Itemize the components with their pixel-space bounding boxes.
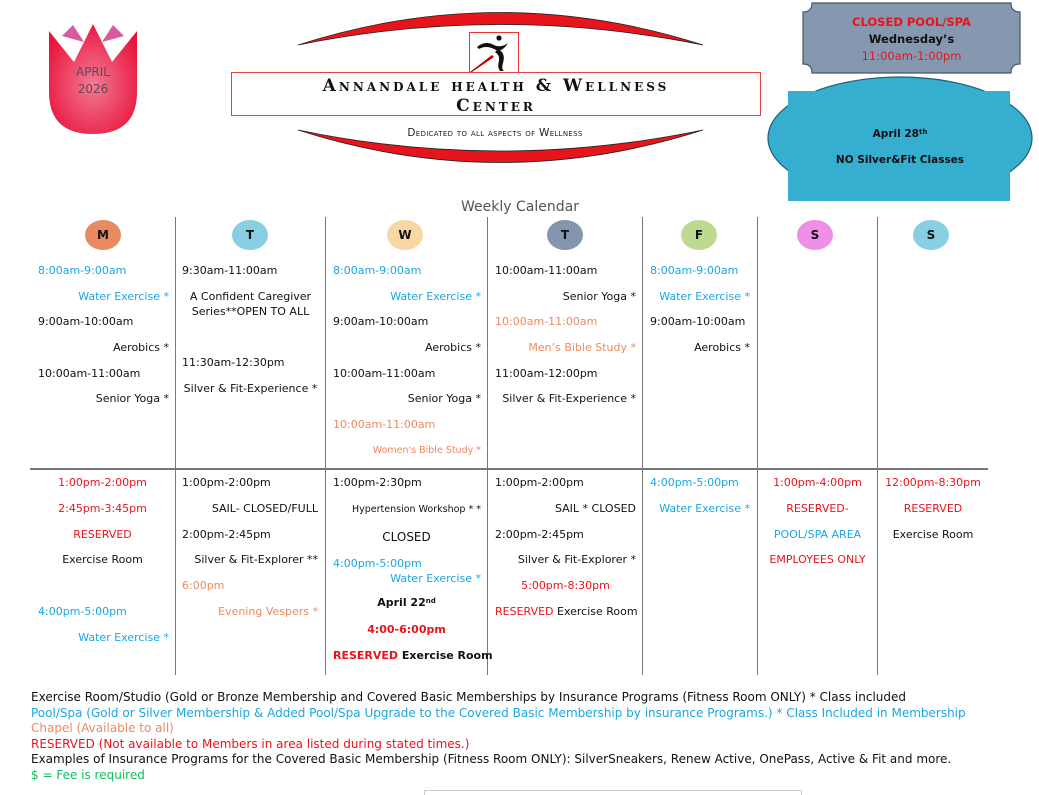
event-time: 10:00am-11:00am bbox=[38, 367, 141, 380]
logo-icon-box bbox=[469, 32, 519, 73]
event-time: 1:00pm-2:00pm bbox=[495, 476, 584, 489]
event-time: 10:00am-11:00am bbox=[495, 315, 598, 328]
day-sunday: S bbox=[913, 220, 949, 250]
event-name: Senior Yoga * bbox=[407, 392, 481, 405]
event-name: Series**OPEN TO ALL bbox=[191, 305, 310, 318]
event-name: Aerobics * bbox=[425, 341, 481, 354]
running-figure-icon bbox=[470, 33, 518, 72]
column-divider bbox=[487, 217, 488, 675]
event-time: 12:00pm-8:30pm bbox=[885, 476, 981, 489]
legend-chapel: Chapel (Available to all) bbox=[31, 721, 174, 736]
reserved-room: RESERVED Exercise Room bbox=[495, 605, 638, 618]
center-title bbox=[231, 72, 761, 116]
reserved-label: RESERVED bbox=[903, 502, 963, 515]
event-name: SAIL- CLOSED/FULL bbox=[211, 502, 318, 515]
employees-only-label: EMPLOYEES ONLY bbox=[769, 553, 866, 566]
title-line-1: Annandale health & Wellness bbox=[322, 76, 670, 96]
tagline: Dedicated to all aspects of Wellness bbox=[407, 127, 583, 139]
reserved-room: RESERVED Exercise Room bbox=[333, 649, 493, 662]
room-label: Exercise Room bbox=[892, 528, 974, 541]
event-name: Hypertension Workshop * * bbox=[352, 504, 481, 515]
event-name: SAIL * CLOSED bbox=[554, 502, 636, 515]
silver-notice-date: April 28th bbox=[872, 128, 928, 140]
event-time: 9:00am-10:00am bbox=[38, 315, 134, 328]
silver-notice-message: NO Silver&Fit Classes bbox=[835, 154, 965, 166]
area-label: POOL/SPA AREA bbox=[773, 528, 862, 541]
weekly-calendar-title: Weekly Calendar bbox=[461, 199, 579, 215]
event-name: Water Exercise * bbox=[78, 631, 169, 644]
legend-pool: Pool/Spa (Gold or Silver Membership & Added Pool/Spa Upgrade to the Covered Basic Membership by insurance Programs.) * Class Included in Membership bbox=[31, 705, 966, 720]
event-name: Water Exercise * bbox=[390, 572, 481, 585]
pool-notice-title: CLOSED POOL/SPA bbox=[852, 15, 971, 29]
am-pm-divider bbox=[30, 468, 988, 470]
legend-fee: $ = Fee is required bbox=[31, 767, 145, 782]
event-time: 9:30am-11:00am bbox=[182, 264, 278, 277]
event-name: Men’s Bible Study * bbox=[528, 341, 636, 354]
event-time: 8:00am-9:00am bbox=[650, 264, 739, 277]
month-badge bbox=[46, 22, 140, 136]
badge-month: APRIL bbox=[75, 65, 110, 79]
pool-closed-notice bbox=[802, 2, 1021, 74]
silver-fit-notice bbox=[766, 75, 1034, 201]
column-divider bbox=[642, 217, 643, 675]
day-wednesday: W bbox=[387, 220, 423, 250]
event-time: 2:00pm-2:45pm bbox=[182, 528, 271, 541]
legend bbox=[31, 690, 1031, 784]
event-time: 1:00pm-4:00pm bbox=[773, 476, 862, 489]
event-time: 4:00pm-5:00pm bbox=[333, 557, 422, 570]
event-time: 1:00pm-2:30pm bbox=[333, 476, 422, 489]
event-time: 1:00pm-2:00pm bbox=[58, 476, 147, 489]
day-monday: M bbox=[85, 220, 121, 250]
event-time: 5:00pm-8:30pm bbox=[521, 579, 610, 592]
legend-reserved: RESERVED (Not available to Members in area listed during stated times.) bbox=[31, 736, 470, 751]
event-time: 4:00-6:00pm bbox=[367, 623, 446, 636]
event-name: Water Exercise * bbox=[78, 290, 169, 303]
event-name: Silver & Fit-Explorer ** bbox=[194, 553, 318, 566]
day-tuesday: T bbox=[232, 220, 268, 250]
pool-notice-time: 11:00am-1:00pm bbox=[861, 49, 962, 63]
event-name: Water Exercise * bbox=[659, 290, 750, 303]
reserved-label: RESERVED- bbox=[786, 502, 849, 515]
event-name: Silver & Fit-Explorer * bbox=[517, 553, 636, 566]
column-divider bbox=[877, 217, 878, 675]
event-time: 11:30am-12:30pm bbox=[182, 356, 285, 369]
event-name: Women's Bible Study * bbox=[372, 445, 481, 456]
weekly-calendar bbox=[30, 215, 988, 675]
day-saturday: S bbox=[797, 220, 833, 250]
event-name: A Confident Caregiver bbox=[189, 290, 312, 303]
event-name: Silver & Fit-Experience * bbox=[502, 392, 636, 405]
event-time: 2:00pm-2:45pm bbox=[495, 528, 584, 541]
legend-exercise: Exercise Room/Studio (Gold or Bronze Membership and Covered Basic Memberships by Insurance Programs (Fitness Room ONLY) * Class included bbox=[31, 690, 906, 704]
event-name: Water Exercise * bbox=[390, 290, 481, 303]
event-time: 10:00am-11:00am bbox=[333, 367, 436, 380]
column-divider bbox=[757, 217, 758, 675]
reserved-label: RESERVED bbox=[73, 528, 132, 541]
event-time: 4:00pm-5:00pm bbox=[650, 476, 739, 489]
pool-notice-day: Wednesday’s bbox=[868, 32, 955, 46]
event-time: 11:00am-12:00pm bbox=[495, 367, 598, 380]
event-time: 4:00pm-5:00pm bbox=[38, 605, 127, 618]
footer-box bbox=[424, 790, 802, 795]
title-line-2: Center bbox=[456, 96, 536, 116]
badge-year: 2026 bbox=[77, 82, 109, 96]
event-name: Silver & Fit-Experience * bbox=[183, 382, 318, 395]
event-time: 8:00am-9:00am bbox=[38, 264, 127, 277]
event-time: 8:00am-9:00am bbox=[333, 264, 422, 277]
event-name: Senior Yoga * bbox=[95, 392, 169, 405]
event-time: 9:00am-10:00am bbox=[650, 315, 746, 328]
room-label: Exercise Room bbox=[62, 553, 143, 566]
day-thursday: T bbox=[547, 220, 583, 250]
special-date: April 22nd bbox=[377, 596, 436, 609]
event-time: 1:00pm-2:00pm bbox=[182, 476, 271, 489]
event-time: 10:00am-11:00am bbox=[495, 264, 598, 277]
event-time: 6:00pm bbox=[182, 579, 225, 592]
event-name: Evening Vespers * bbox=[218, 605, 318, 618]
event-name: Senior Yoga * bbox=[562, 290, 636, 303]
event-time: 2:45pm-3:45pm bbox=[58, 502, 147, 515]
event-time: 10:00am-11:00am bbox=[333, 418, 436, 431]
legend-insurance: Examples of Insurance Programs for the Covered Basic Membership (Fitness Room ONLY): SilverSneakers, Renew Active, OnePass, Active & Fit and more. bbox=[31, 752, 952, 767]
event-name: Aerobics * bbox=[694, 341, 750, 354]
event-name: Water Exercise * bbox=[659, 502, 750, 515]
closed-label: CLOSED bbox=[382, 530, 431, 544]
event-time: 9:00am-10:00am bbox=[333, 315, 429, 328]
event-name: Aerobics * bbox=[113, 341, 169, 354]
day-friday: F bbox=[681, 220, 717, 250]
